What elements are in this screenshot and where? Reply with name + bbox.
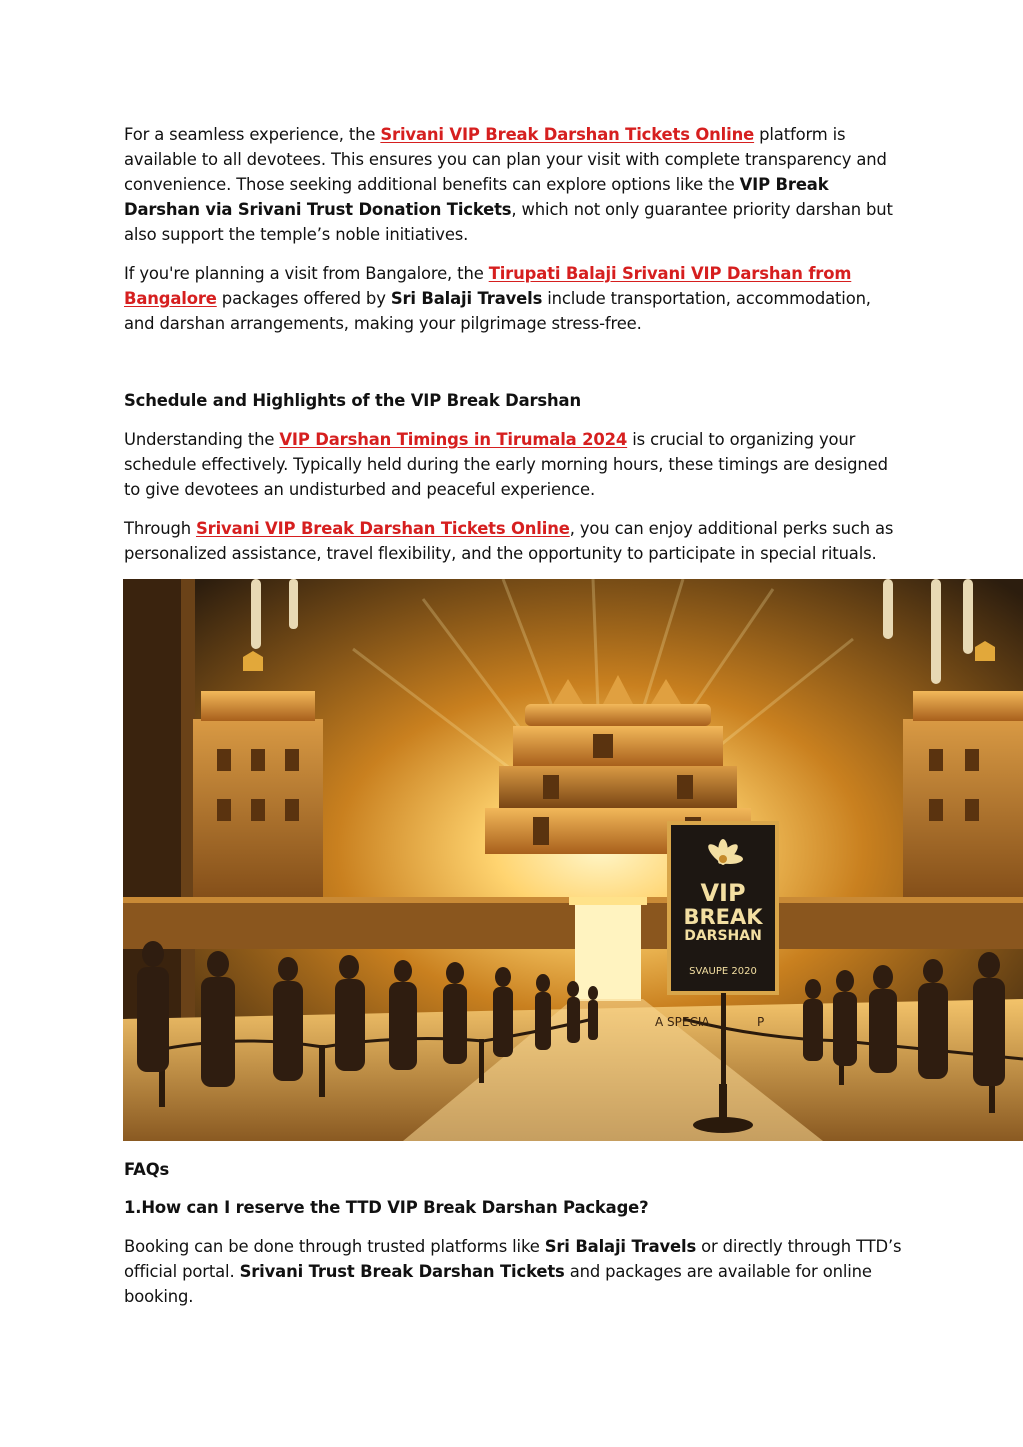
text-span: Booking can be done through trusted platforms like bbox=[124, 1237, 545, 1256]
bold-srivani-trust-donation: VIP Break Darshan via Srivani Trust Donation Tickets bbox=[124, 175, 829, 219]
bold-sri-balaji-travels: Sri Balaji Travels bbox=[390, 289, 543, 308]
paragraph-intro bbox=[124, 122, 904, 247]
bold-srivani-trust-break-tickets: Srivani Trust Break Darshan Tickets bbox=[239, 1262, 565, 1281]
paragraph-timings bbox=[124, 427, 904, 502]
faq-question-1: 1.How can I reserve the TTD VIP Break Darshan Package? bbox=[124, 1198, 649, 1217]
floor-caption: A SPECIA bbox=[655, 1015, 710, 1029]
text-span: Through bbox=[124, 519, 196, 538]
text-span: include transportation, accommodation, and darshan arrangements, making your pilgrimage stress-free. bbox=[124, 289, 871, 333]
text-span: is crucial to organizing your schedule effectively. Typically held during the early morning hours, these timings are designed to give devotees an undisturbed and peaceful experience. bbox=[124, 430, 888, 499]
faq-heading: FAQs bbox=[124, 1160, 170, 1179]
text-span: Understanding the bbox=[124, 430, 280, 449]
paragraph-perks bbox=[124, 516, 904, 566]
text-span: packages offered by bbox=[216, 289, 391, 308]
floor-caption-2: P bbox=[757, 1015, 765, 1029]
text-span: If you're planning a visit from Bangalore, the bbox=[124, 264, 489, 283]
link-vip-darshan-from-bangalore[interactable]: Tirupati Balaji Srivani VIP Darshan from Bangalore bbox=[124, 264, 852, 308]
left-gopuram bbox=[193, 651, 323, 919]
text-span: , you can enjoy additional perks such as personalized assistance, travel flexibility, and the opportunity to participate in special rituals. bbox=[124, 519, 894, 563]
link-vip-darshan-timings[interactable]: VIP Darshan Timings in Tirumala 2024 bbox=[279, 430, 628, 449]
text-span: For a seamless experience, the bbox=[124, 125, 381, 144]
sign-line-darshan: DARSHAN bbox=[684, 928, 762, 944]
sign-line-subtitle: SVAUPE 2020 bbox=[689, 966, 757, 977]
sign-line-vip: VIP bbox=[700, 879, 746, 907]
link-srivani-tickets-online-2[interactable]: Srivani VIP Break Darshan Tickets Online bbox=[196, 519, 570, 538]
text-span: and packages are available for online booking. bbox=[124, 1262, 872, 1306]
temple-illustration bbox=[123, 579, 1023, 1141]
text-span: or directly through TTD’s official portal. bbox=[124, 1237, 902, 1281]
link-srivani-tickets-online[interactable]: Srivani VIP Break Darshan Tickets Online bbox=[380, 125, 755, 144]
glowing-doorway bbox=[575, 901, 641, 1001]
text-span: platform is available to all devotees. This ensures you can plan your visit with complete transparency and convenience. Those seeking additional benefits can explore options like the bbox=[124, 125, 887, 194]
sign-line-break: BREAK bbox=[683, 905, 763, 929]
paragraph-bangalore bbox=[124, 261, 904, 336]
faq-answer-1 bbox=[124, 1234, 904, 1309]
bold-sri-balaji-travels: Sri Balaji Travels bbox=[544, 1237, 697, 1256]
text-span: , which not only guarantee priority darshan but also support the temple’s noble initiatives. bbox=[124, 200, 893, 244]
section-heading: Schedule and Highlights of the VIP Break Darshan bbox=[124, 391, 581, 410]
